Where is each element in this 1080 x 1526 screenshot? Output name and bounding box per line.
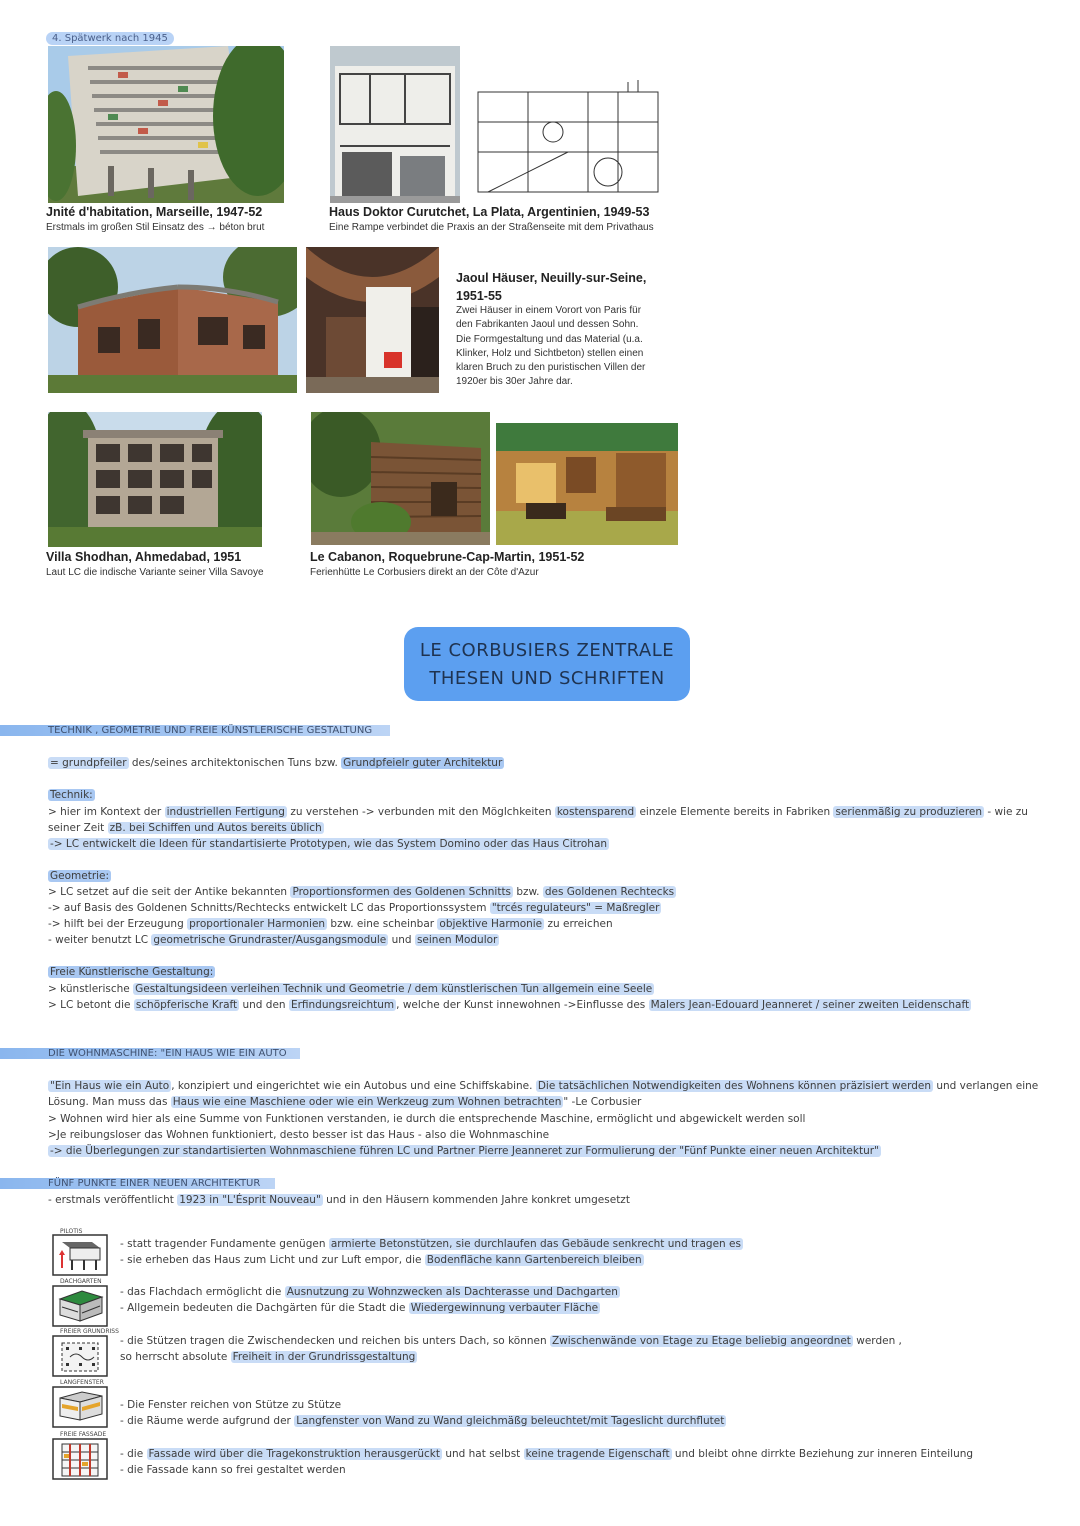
icon-tag-langfenster: LANGFENSTER	[60, 1379, 104, 1386]
photo-cabanon-exterior	[311, 412, 490, 545]
highlight: serienmäßig zu produzieren	[835, 806, 983, 818]
photo-jaoul-interior	[306, 247, 439, 393]
text: > LC setzet auf die seit der Antike bekannten	[48, 886, 291, 898]
highlight: Grundpfeielr guter Architektur	[343, 757, 503, 769]
icon-tag-grundriss: FREIER GRUNDRISS	[60, 1328, 119, 1335]
text: -> auf Basis des Goldenen Schnitts/Rechtecks entwickelt LC das Proportionssystem	[48, 902, 490, 914]
text: " -Le Corbusier	[563, 1096, 642, 1108]
desc-line: Klinker, Holz und Sichtbeton) stellen einen	[456, 347, 644, 359]
caption-title-unite: Jnité d'habitation, Marseille, 1947-52	[46, 205, 263, 219]
text: bzw.	[513, 886, 543, 898]
text: - Allgemein bedeuten die Dachgärten für die Stadt die	[120, 1302, 409, 1314]
roof-garden-icon	[52, 1285, 108, 1327]
text: -> hilft bei der Erzeugung	[48, 918, 188, 930]
highlight: Freie Künstlerische Gestaltung:	[50, 966, 214, 978]
pilotis-icon	[52, 1234, 108, 1276]
highlight: Technik:	[50, 789, 93, 801]
text: - statt tragender Fundamente genügen	[120, 1238, 329, 1250]
caption-desc-jaoul	[456, 304, 671, 390]
text: - sie erheben das Haus zum Licht und zur Luft empor, die	[120, 1254, 425, 1266]
text: seiner Zeit	[48, 822, 108, 834]
highlight: -> LC entwickelt die Ideen für standartisierte Prototypen, wie das System Domino oder das Haus Citrohan	[50, 838, 608, 850]
text: zu erreichen	[544, 918, 613, 930]
highlight: Ausnutzung zu Wohnzwecken als Dachterasse und Dachgarten	[286, 1286, 618, 1298]
subheading-geometrie	[48, 870, 111, 882]
subheading-technik	[48, 789, 95, 801]
text: und	[388, 934, 415, 946]
text-line	[48, 999, 971, 1011]
highlight: Zwischenwände von Etage zu Etage beliebig angeordnet	[551, 1335, 851, 1347]
text: so herrscht absolute	[120, 1351, 231, 1363]
text: und verlangen eine	[933, 1080, 1039, 1092]
text-line	[120, 1464, 346, 1476]
text: - Die Fenster reichen von Stütze zu Stütze	[120, 1399, 342, 1411]
caption-sub-unite: Erstmals im großen Stil Einsatz des → béton brut	[46, 222, 265, 233]
text: - die Stützen tragen die Zwischendecken und reichen bis unters Dach, so können	[120, 1335, 550, 1347]
text: zu verstehen -> verbunden mit den Möglchkeiten	[286, 806, 555, 818]
caption-sub-cabanon: Ferienhütte Le Corbusiers direkt an der Côte d'Azur	[310, 567, 539, 578]
highlight: industriellen Fertigung	[166, 806, 285, 818]
text: - die Räume werde aufgrund der	[120, 1415, 295, 1427]
heading-line2: THESEN UND SCHRIFTEN	[429, 668, 665, 689]
text: - das Flachdach ermöglicht die	[120, 1286, 285, 1298]
text: , welche der Kunst innewohnen ->Einflusse des	[396, 999, 649, 1011]
desc-line: den Fabrikanten Jaoul und dessen Sohn.	[456, 319, 639, 331]
text: - die Fassade kann so frei gestaltet werden	[120, 1464, 346, 1476]
text-line: > Wohnen wird hier als eine Summe von Funktionen verstanden, ie durch die entsprechende Maschine, ermöglicht und abgewickelt werden soll	[48, 1113, 806, 1125]
text: - die	[120, 1448, 147, 1460]
caption-sub-shodhan: Laut LC die indische Variante seiner Villa Savoye	[46, 567, 264, 578]
text-line	[120, 1335, 902, 1347]
text: - wie zu	[984, 806, 1028, 818]
highlight: Malers Jean-Edouard Jeanneret / seiner zweiten Leidenschaft	[650, 999, 970, 1011]
highlight: Wiedergewinnung verbauter Fläche	[410, 1302, 599, 1314]
text-line	[48, 983, 654, 995]
highlight: keine tragende Eigenschaft	[525, 1448, 670, 1460]
text-line	[120, 1351, 417, 1363]
text-line	[120, 1302, 600, 1314]
drawing-curutchet-section	[468, 72, 668, 202]
desc-line: 1920er bis 30er Jahre dar.	[456, 376, 573, 388]
highlight: "trcés regulateurs" = Maßregler	[491, 902, 660, 914]
highlight: Haus wie eine Maschiene oder wie ein Werkzeug zum Wohnen betrachten	[172, 1096, 562, 1108]
highlight: Die tatsächlichen Notwendigkeiten des Wohnens können präzisiert werden	[537, 1080, 932, 1092]
text: , konzipiert und eingerichtet wie ein Autobus und eine Schiffskabine.	[171, 1080, 536, 1092]
text: bzw. eine scheinbar	[327, 918, 438, 930]
caption-title-jaoul-line2: 1951-55	[456, 289, 502, 303]
subheading-freie-gestaltung	[48, 966, 215, 978]
text: und bleibt ohne dirrkte Beziehung zur inneren Einteilung	[671, 1448, 974, 1460]
highlight: = grundpfeiler	[50, 757, 127, 769]
highlight: Erfindungsreichtum	[290, 999, 395, 1011]
text-line	[120, 1399, 341, 1411]
desc-line: Zwei Häuser in einem Vorort von Paris für	[456, 305, 642, 316]
caption-title-curutchet: Haus Doktor Curutchet, La Plata, Argentinien, 1949-53	[329, 205, 650, 219]
text-line	[48, 902, 661, 914]
photo-unite-habitation	[48, 46, 284, 203]
main-heading	[404, 627, 690, 701]
photo-cabanon-interior	[496, 423, 678, 545]
text: werden ,	[852, 1335, 902, 1347]
text: Lösung. Man muss das	[48, 1096, 171, 1108]
highlight: Geometrie:	[50, 870, 110, 882]
text: und den	[239, 999, 289, 1011]
highlight: kostensparend	[556, 806, 635, 818]
text: > hier im Kontext der	[48, 806, 165, 818]
highlight: des Goldenen Rechtecks	[544, 886, 675, 898]
caption-title-jaoul-line1: Jaoul Häuser, Neuilly-sur-Seine,	[456, 271, 647, 285]
highlight: Fassade wird über die Tragekonstruktion herausgerückt	[148, 1448, 440, 1460]
section-label-technik: TECHNIK , GEOMETRIE UND FREIE KÜNSTLERISCHE GESTALTUNG	[48, 725, 373, 736]
text: - erstmals veröffentlicht	[48, 1194, 178, 1206]
free-facade-icon	[52, 1438, 108, 1480]
text-line	[48, 822, 324, 834]
heading-line1: LE CORBUSIERS ZENTRALE	[419, 640, 675, 661]
highlight: Freiheit in der Grundrissgestaltung	[232, 1351, 416, 1363]
text: des/seines architektonischen Tuns bzw.	[128, 757, 342, 769]
text-line	[48, 886, 676, 898]
caption-title-shodhan: Villa Shodhan, Ahmedabad, 1951	[46, 550, 242, 564]
text-line	[48, 1194, 630, 1206]
highlight: armierte Betonstützen, sie durchlaufen das Gebäude senkrecht und tragen es	[330, 1238, 741, 1250]
text: > künstlerische	[48, 983, 134, 995]
text-line	[48, 1145, 881, 1157]
text: und hat selbst	[442, 1448, 524, 1460]
section-label-spaetwerk: 4. Spätwerk nach 1945	[46, 32, 174, 45]
icon-tag-dachgarten: DACHGARTEN	[60, 1278, 102, 1285]
text-line	[48, 934, 499, 946]
text-line	[120, 1254, 644, 1266]
text: und in den Häusern kommenden Jahre konkret umgesetzt	[322, 1194, 630, 1206]
ribbon-window-icon	[52, 1386, 108, 1428]
floor-plan-icon	[52, 1335, 108, 1377]
text-line	[48, 918, 613, 930]
text: einzele Elemente bereits in Fabriken	[636, 806, 834, 818]
text-line	[48, 1080, 1038, 1092]
highlight: seinen Modulor	[416, 934, 498, 946]
text-line	[120, 1415, 726, 1427]
highlight: "Ein Haus wie ein Auto	[50, 1080, 170, 1092]
photo-curutchet	[330, 46, 460, 203]
text-line	[120, 1238, 743, 1250]
text-line	[48, 757, 504, 769]
highlight: schöpferische Kraft	[135, 999, 238, 1011]
icon-tag-fassade: FREIE FASSADE	[60, 1431, 107, 1438]
highlight: Gestaltungsideen verleihen Technik und Geometrie / dem künstlerischen Tun allgemein eine Seele	[135, 983, 653, 995]
highlight: objektive Harmonie	[439, 918, 543, 930]
text-line	[48, 838, 609, 850]
text: > LC betont die	[48, 999, 134, 1011]
text-line: >Je reibungsloser das Wohnen funktioniert, desto besser ist das Haus - also die Wohnmaschine	[48, 1129, 550, 1141]
highlight: Langfenster von Wand zu Wand gleichmäßg beleuchtet/mit Tageslicht durchflutet	[296, 1415, 725, 1427]
photo-villa-shodhan	[48, 412, 262, 547]
highlight: 1923 in "L'Ésprit Nouveau"	[179, 1194, 321, 1206]
highlight: Proportionsformen des Goldenen Schnitts	[292, 886, 512, 898]
desc-line: klaren Bruch zu den puristischen Villen der	[456, 362, 646, 374]
text-line	[48, 1096, 641, 1108]
text-line	[120, 1286, 620, 1298]
caption-sub-curutchet: Eine Rampe verbindet die Praxis an der Straßenseite mit dem Privathaus	[329, 222, 654, 233]
section-label-wohnmaschine: DIE WOHNMASCHINE: "EIN HAUS WIE EIN AUTO	[48, 1048, 287, 1059]
highlight: zB. bei Schiffen und Autos bereits üblich	[109, 822, 322, 834]
highlight: geometrische Grundraster/Ausgangsmodule	[153, 934, 387, 946]
highlight: -> die Überlegungen zur standartisierten Wohnmaschiene führen LC und Partner Pierre Jeanneret zur Formulierung der "Fünf Punkte einer neuen Architektur"	[50, 1145, 879, 1157]
text-line	[48, 806, 1028, 818]
desc-line: Die Formgestaltung und das Material (u.a.	[456, 333, 643, 345]
highlight: Bodenfläche kann Gartenbereich bleiben	[426, 1254, 642, 1266]
photo-jaoul-exterior	[48, 247, 297, 393]
text-line	[120, 1448, 973, 1460]
section-label-fuenf-punkte: FÜNF PUNKTE EINER NEUEN ARCHITEKTUR	[48, 1178, 261, 1189]
caption-title-cabanon: Le Cabanon, Roquebrune-Cap-Martin, 1951-52	[310, 550, 585, 564]
text: - weiter benutzt LC	[48, 934, 152, 946]
icon-tag-pilotis: PILOTIS	[60, 1228, 83, 1235]
highlight: proportionaler Harmonien	[189, 918, 326, 930]
